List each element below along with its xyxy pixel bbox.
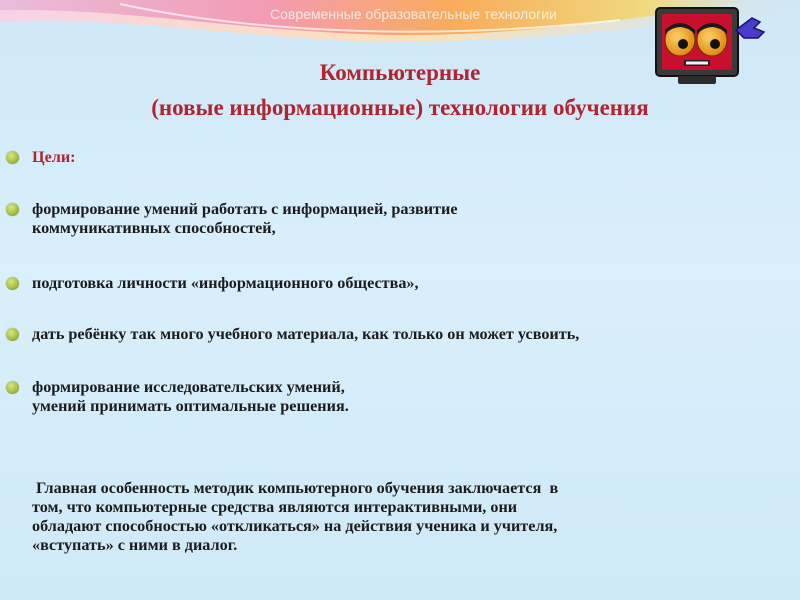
list-item-line: умений принимать оптимальные решения. [32,397,349,415]
closing-line: том, что компьютерные средства являются интерактивными, они [32,498,518,516]
closing-line: Главная особенность методик компьютерного обучения заключается в [32,479,559,497]
closing-line: «вступать» с ними в диалог. [32,536,238,554]
list-item [32,200,792,238]
bullet-icon [6,381,19,394]
page-title-line-1: Компьютерные [319,60,481,85]
goals-label [32,148,792,167]
list-item-line: дать ребёнку так много учебного материала, как только он может усвоить, [32,325,580,343]
bullet-icon [6,151,19,164]
goals-label-text: Цели: [32,148,76,166]
bullet-icon [6,203,19,216]
list-item-line: формирование умений работать с информацией, развитие [32,200,458,218]
bullet-icon [6,328,19,341]
list-item [32,274,792,293]
list-item-line: формирование исследовательских умений, [32,378,345,396]
list-item [32,325,792,344]
list-item [32,378,792,416]
list-item-line: коммуникативных способностей, [32,219,276,237]
page-title-line-2: (новые информационные) технологии обучения [151,95,649,120]
bullet-icon [6,277,19,290]
closing-line: обладают способностью «откликаться» на действия ученика и учителя, [32,517,558,535]
list-item-line: подготовка личности «информационного общества», [32,274,419,292]
closing-paragraph [32,479,772,555]
header-subtitle: Современные образовательные технологии [270,6,557,22]
